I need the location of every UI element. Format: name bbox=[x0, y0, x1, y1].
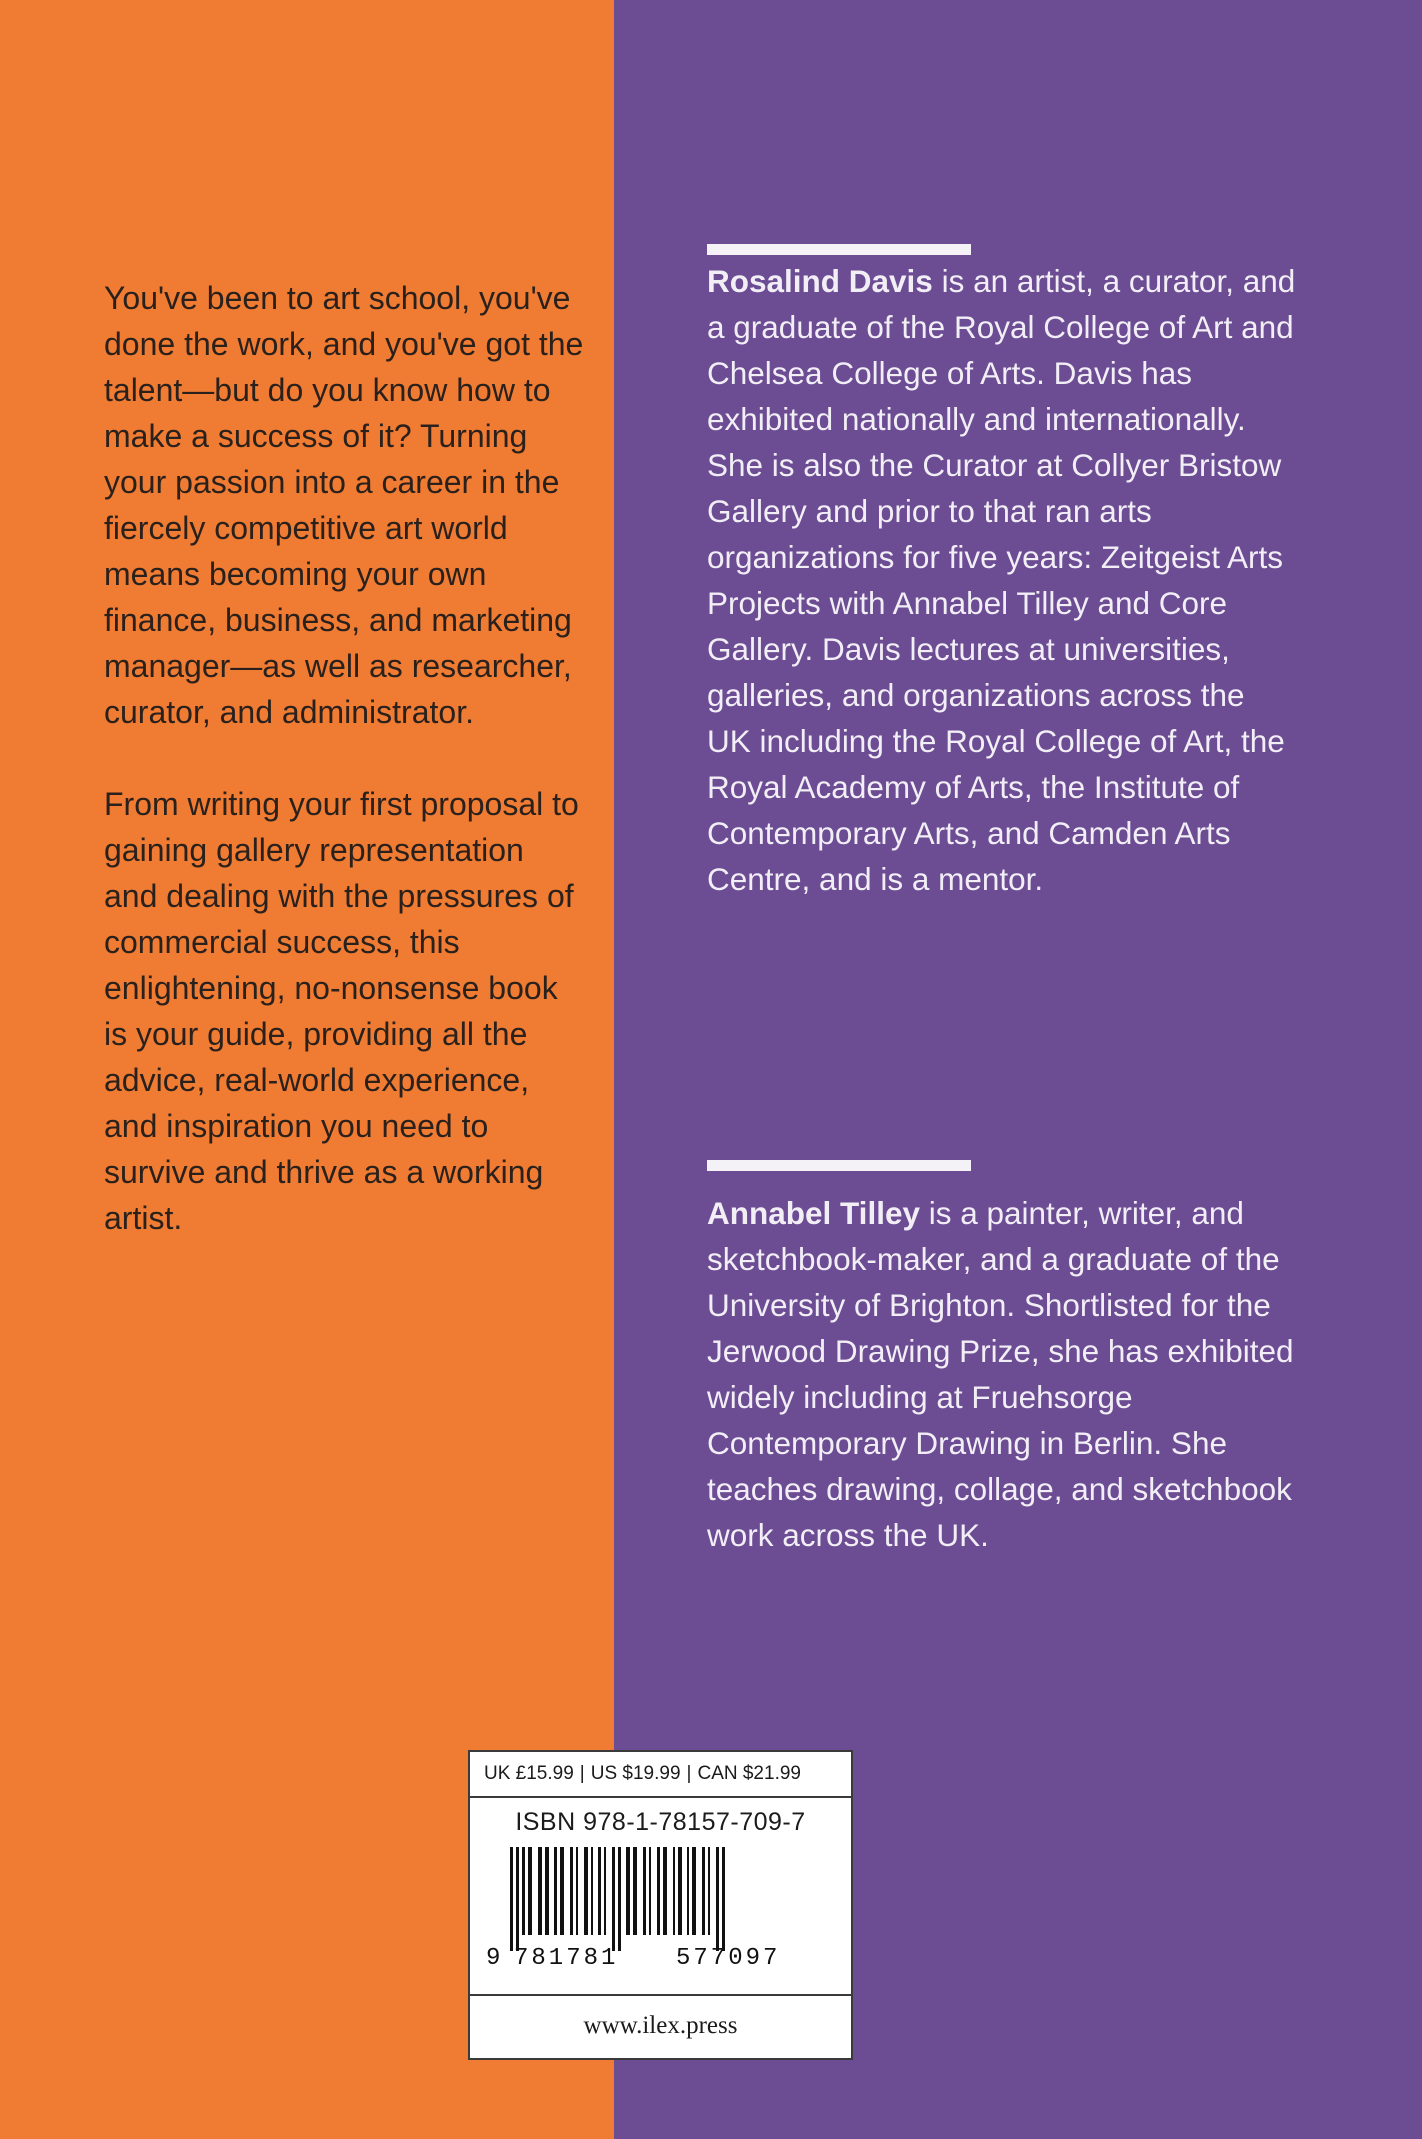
barcode-bar bbox=[716, 1847, 719, 1951]
barcode-bar bbox=[708, 1847, 710, 1935]
barcode-bar bbox=[598, 1847, 601, 1935]
barcode-bar bbox=[570, 1847, 573, 1935]
barcode-bar bbox=[692, 1847, 696, 1935]
barcode-digit-group-2: 577097 bbox=[676, 1945, 781, 1969]
publisher-url[interactable]: www.ilex.press bbox=[470, 1994, 851, 2058]
price-row bbox=[470, 1752, 851, 1798]
barcode-bar bbox=[649, 1847, 651, 1935]
barcode-bar bbox=[618, 1847, 621, 1951]
barcode-bar bbox=[604, 1847, 606, 1935]
barcode-bar bbox=[538, 1847, 542, 1935]
isbn-label: ISBN 978-1-78157-709-7 bbox=[515, 1808, 806, 1836]
barcode-bar bbox=[633, 1847, 637, 1935]
price-uk: UK £15.99 bbox=[484, 1763, 574, 1784]
author-bio-annabel bbox=[707, 1190, 1297, 1558]
barcode-bar bbox=[510, 1847, 513, 1951]
barcode-bar bbox=[545, 1847, 549, 1935]
author-bio-text-annabel: is a painter, writer, and sketchbook-maker, and a graduate of the University of Brighton. Shortlisted for the Jerwood Drawing Prize, she has exhibited widely including at Fruehsorge Contemporary Drawing in Berlin. She teaches drawing, collage, and sketchbook work across the UK. bbox=[707, 1195, 1294, 1553]
barcode-box bbox=[468, 1750, 853, 2060]
barcode-bar bbox=[584, 1847, 588, 1935]
book-blurb bbox=[104, 275, 584, 1287]
barcode-bar bbox=[576, 1847, 578, 1935]
barcode bbox=[470, 1847, 851, 1969]
blurb-paragraph-1: You've been to art school, you've done the work, and you've got the talent—but do you know how to make a success of it? Turning your passion into a career in the fiercely competitive art world means becoming your own finance, business, and marketing manager—as well as researcher, curator, and administrator. bbox=[104, 280, 584, 730]
divider-rule-1 bbox=[707, 244, 971, 255]
author-bio-text-rosalind: is an artist, a curator, and a graduate of the Royal College of Art and Chelsea College of Arts. Davis has exhibited nationally and internationally. She is also the Curator at Collyer Bristow Gallery and prior to that ran arts organizations for five years: Zeitgeist Arts Projects with Annabel Tilley and Core Gallery. Davis lectures at universities, galleries, and organizations across the UK including the Royal College of Art, the Royal Academy of Arts, the Institute of Contemporary Arts, and Camden Arts Centre, and is a mentor. bbox=[707, 263, 1296, 897]
barcode-bar bbox=[626, 1847, 630, 1935]
barcode-bar bbox=[643, 1847, 646, 1935]
author-bio-rosalind bbox=[707, 258, 1297, 902]
barcode-bar bbox=[516, 1847, 519, 1951]
price-separator: | bbox=[686, 1763, 692, 1784]
blurb-paragraph-2: From writing your first proposal to gaining gallery representation and dealing with the pressures of commercial success, this enlightening, no-nonsense book is your guide, providing all the advice, real-world experience, and inspiration you need to survive and thrive as a working artist. bbox=[104, 786, 579, 1236]
price-can: CAN $21.99 bbox=[697, 1763, 801, 1784]
price-separator: | bbox=[579, 1763, 585, 1784]
barcode-first-digit: 9 bbox=[486, 1945, 501, 1969]
barcode-bar bbox=[722, 1847, 725, 1951]
barcode-bar bbox=[528, 1847, 532, 1935]
barcode-bar bbox=[554, 1847, 557, 1935]
author-name-annabel: Annabel Tilley bbox=[707, 1195, 920, 1231]
barcode-bar bbox=[687, 1847, 689, 1935]
barcode-bar bbox=[522, 1847, 525, 1935]
barcode-bars bbox=[510, 1847, 725, 1951]
barcode-bar bbox=[702, 1847, 705, 1935]
barcode-bar bbox=[612, 1847, 615, 1951]
author-name-rosalind: Rosalind Davis bbox=[707, 263, 933, 299]
barcode-bar bbox=[663, 1847, 667, 1935]
price-us: US $19.99 bbox=[590, 1763, 681, 1784]
barcode-bar bbox=[673, 1847, 675, 1935]
barcode-bar bbox=[678, 1847, 682, 1935]
barcode-bar bbox=[591, 1847, 593, 1935]
barcode-bar bbox=[657, 1847, 660, 1935]
barcode-digit-group-1: 781781 bbox=[514, 1945, 619, 1969]
barcode-bar bbox=[560, 1847, 564, 1935]
divider-rule-2 bbox=[707, 1160, 971, 1171]
